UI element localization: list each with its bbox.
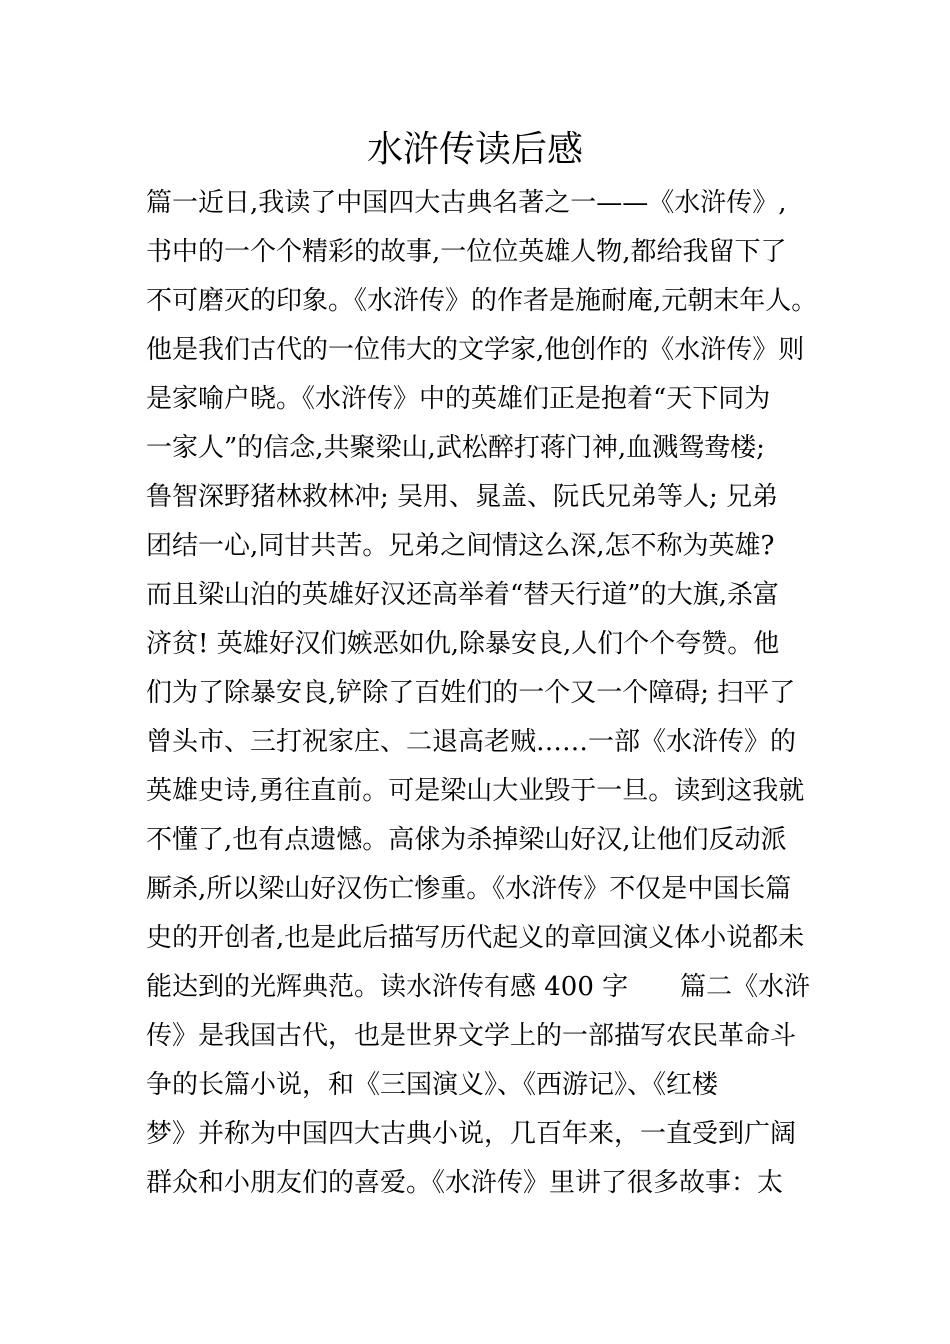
body-line-1: 篇一近日,我读了中国四大古典名著之一——《水浒传》, — [146, 188, 787, 218]
body-line-17: 能达到的光辉典范。读水浒传有感 400 字 篇二《水浒 — [146, 972, 811, 1002]
body-line-7: 鲁智深野猪林救林冲; 吴用、晁盖、阮氏兄弟等人; 兄弟 — [146, 482, 779, 512]
document-body — [146, 179, 836, 1208]
body-line-15: 厮杀,所以梁山好汉伤亡惨重。《水浒传》不仅是中国长篇 — [146, 874, 792, 904]
body-line-12: 曾头市、三打祝家庄、二退高老贼……一部《水浒传》的 — [146, 727, 797, 757]
body-line-10: 济贫! 英雄好汉们嫉恶如仇,除暴安良,人们个个夸赞。他 — [146, 629, 780, 659]
body-line-19: 争的长篇小说，和《三国演义》、《西游记》、《红楼 — [146, 1070, 719, 1100]
body-line-9: 而且梁山泊的英雄好汉还高举着“替天行道”的大旗,杀富 — [146, 580, 779, 610]
body-line-8: 团结一心,同甘共苦。兄弟之间情这么深,怎不称为英雄? — [146, 531, 775, 561]
body-line-16: 史的开创者,也是此后描写历代起义的章回演义体小说都未 — [146, 923, 805, 953]
body-line-21: 群众和小朋友们的喜爱。《水浒传》里讲了很多故事：太 — [146, 1168, 784, 1198]
body-line-3: 不可磨灭的印象。《水浒传》的作者是施耐庵,元朝末年人。 — [146, 286, 818, 316]
body-line-20: 梦》并称为中国四大古典小说，几百年来，一直受到广阔 — [146, 1119, 797, 1149]
body-line-2: 书中的一个个精彩的故事,一位位英雄人物,都给我留下了 — [146, 237, 787, 267]
body-line-14: 不懂了,也有点遗憾。高俅为杀掉梁山好汉,让他们反动派 — [146, 825, 787, 855]
body-line-18: 传》是我国古代，也是世界文学上的一部描写农民革命斗 — [146, 1021, 797, 1051]
body-line-11: 们为了除暴安良,铲除了百姓们的一个又一个障碍; 扫平了 — [146, 678, 796, 708]
body-line-6: 一家人”的信念,共聚梁山,武松醉打蒋门神,血溅鸳鸯楼; — [146, 433, 765, 463]
document-title: 水浒传读后感 — [366, 129, 583, 170]
body-line-13: 英雄史诗,勇往直前。可是梁山大业毁于一旦。读到这我就 — [146, 776, 805, 806]
body-line-4: 他是我们古代的一位伟大的文学家,他创作的《水浒传》则 — [146, 335, 805, 365]
body-line-5: 是家喻户晓。《水浒传》中的英雄们正是抱着“天下同为 — [146, 384, 771, 414]
